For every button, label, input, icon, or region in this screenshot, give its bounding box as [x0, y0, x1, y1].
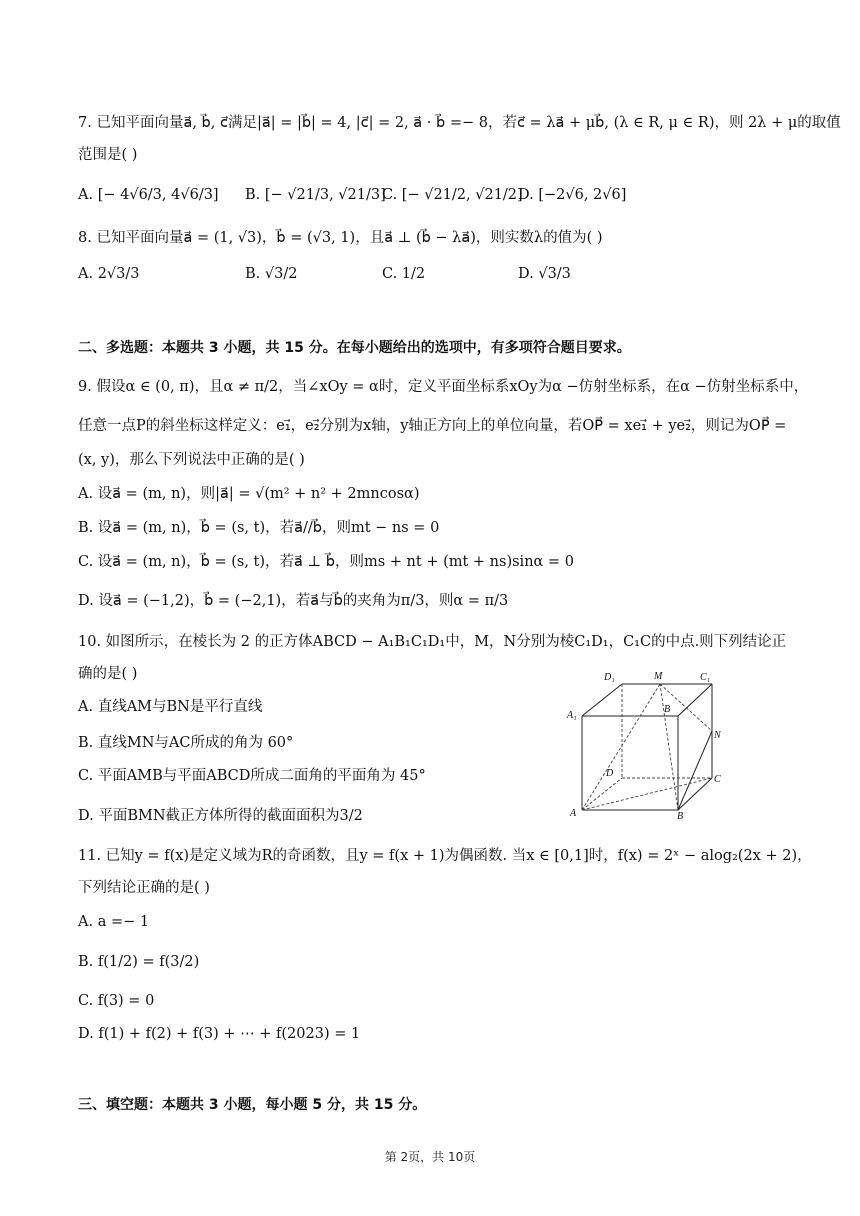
q7-option-a: A. [− 4√6/3, 4√6/3] [78, 187, 219, 203]
label-a: A [570, 808, 577, 819]
label-c: C [714, 774, 721, 785]
q8-stem: 8. 已知平面向量a⃗ = (1, √3)，b⃗ = (√3, 1)，且a⃗ ⊥ (b⃗ − λa⃗)，则实数λ的值为( ) [78, 230, 603, 246]
label-b1: B [664, 704, 671, 715]
q9-option-d: D. 设a⃗ = (−1,2)，b⃗ = (−2,1)，若a⃗与b⃗的夹角为π/3，则α = π/3 [78, 593, 509, 609]
q10-option-d: D. 平面BMN截正方体所得的截面面积为3/2 [78, 808, 363, 824]
q7-option-d: D. [−2√6, 2√6] [518, 187, 627, 203]
q9-option-c: C. 设a⃗ = (m, n)，b⃗ = (s, t)，若a⃗ ⊥ b⃗，则ms + nt + (mt + ns)sinα = 0 [78, 554, 574, 570]
cube-figure [560, 668, 730, 823]
q9-option-a: A. 设a⃗ = (m, n)，则|a⃗| = √(m² + n² + 2mncosα) [78, 486, 420, 502]
q7-stem-line1: 7. 已知平面向量a⃗, b⃗, c⃗满足|a⃗| = |b⃗| = 4, |c⃗| = 2, a⃗ · b⃗ =− 8，若c⃗ = λa⃗ + μb⃗, (λ ∈ R, μ ∈ R)，则 2λ + μ的取值 [78, 115, 841, 131]
q8-option-a: A. 2√3/3 [78, 266, 140, 282]
section-3-heading: 三、填空题：本题共 3 小题，每小题 5 分，共 15 分。 [78, 1097, 427, 1113]
page-footer: 第 2页，共 10页 [384, 1150, 476, 1164]
q10-stem-line1: 10. 如图所示，在棱长为 2 的正方体ABCD − A₁B₁C₁D₁中，M，N分别为棱C₁D₁，C₁C的中点.则下列结论正 [78, 634, 787, 650]
label-c1: C₁ [700, 672, 711, 683]
q8-option-c: C. 1/2 [382, 266, 426, 282]
q10-option-b: B. 直线MN与AC所成的角为 60° [78, 735, 294, 751]
q10-option-a: A. 直线AM与BN是平行直线 [78, 699, 263, 715]
q9-stem-line2: 任意一点P的斜坐标这样定义：e₁⃗，e₂⃗分别为x轴，y轴正方向上的单位向量，若OP⃗ = xe₁⃗ + ye₂⃗，则记为OP⃗ = [78, 418, 787, 434]
q11-stem-line1: 11. 已知y = f(x)是定义域为R的奇函数，且y = f(x + 1)为偶函数. 当x ∈ [0,1]时，f(x) = 2ˣ − alog₂(2x + 2)， [78, 848, 812, 864]
q7-option-b: B. [− √21/3, √21/3] [245, 187, 386, 203]
q11-option-d: D. f(1) + f(2) + f(3) + ⋯ + f(2023) = 1 [78, 1026, 361, 1042]
label-d1: D₁ [604, 672, 615, 683]
q11-option-b: B. f(1/2) = f(3/2) [78, 954, 200, 970]
q10-option-c: C. 平面AMB与平面ABCD所成二面角的平面角为 45° [78, 768, 426, 784]
section-2-heading: 二、多选题：本题共 3 小题，共 15 分。在每小题给出的选项中，有多项符合题目要求。 [78, 340, 631, 356]
q9-option-b: B. 设a⃗ = (m, n)，b⃗ = (s, t)，若a⃗//b⃗，则mt − ns = 0 [78, 520, 440, 536]
q11-option-a: A. a =− 1 [78, 914, 150, 930]
q11-stem-line2: 下列结论正确的是( ) [78, 880, 210, 896]
q9-stem-line3: (x, y)，那么下列说法中正确的是( ) [78, 452, 305, 468]
label-d: D [606, 768, 614, 779]
q7-stem-line2: 范围是( ) [78, 147, 138, 163]
label-a1: A₁ [567, 710, 577, 721]
q11-option-c: C. f(3) = 0 [78, 993, 155, 1009]
label-n: N [714, 730, 721, 741]
q10-stem-line2: 确的是( ) [78, 666, 138, 682]
label-m: M [654, 671, 663, 682]
q9-stem-line1: 9. 假设α ∈ (0, π)，且α ≠ π/2，当∠xOy = α时，定义平面坐标系xOy为α −仿射坐标系，在α −仿射坐标系中， [78, 379, 809, 395]
q8-option-d: D. √3/3 [518, 266, 571, 282]
q8-option-b: B. √3/2 [245, 266, 298, 282]
label-b: B [677, 811, 684, 822]
q7-option-c: C. [− √21/2, √21/2] [382, 187, 523, 203]
